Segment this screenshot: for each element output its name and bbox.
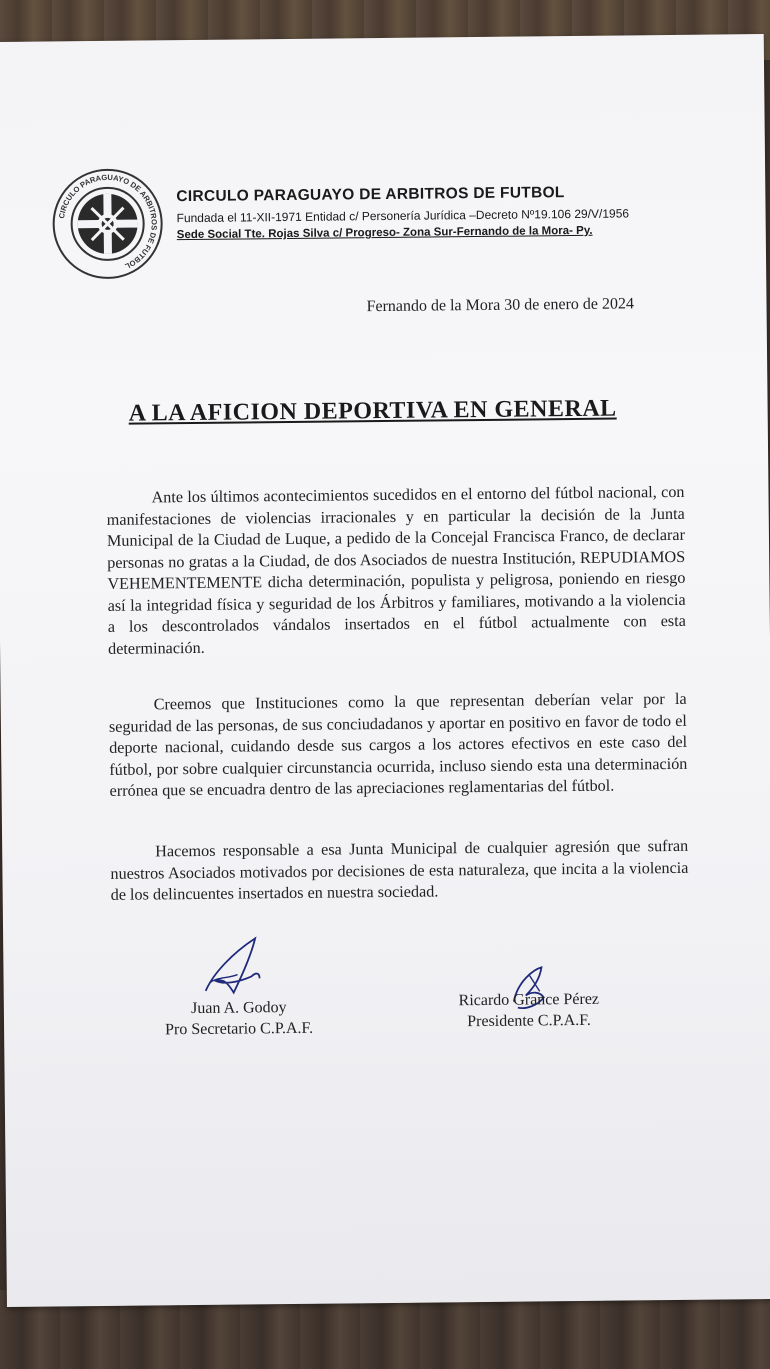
signer-title-left: Pro Secretario C.P.A.F. — [164, 1019, 314, 1039]
headquarters-address: Sede Social Tte. Rojas Silva c/ Progreso- Zona Sur-Fernando de la Mora- Py. — [176, 224, 593, 242]
paragraph-1: Ante los últimos acontecimientos sucedidos en el entorno del fútbol nacional, con manifestaciones de violencias irracionales y en particular la decisión de la Junta Municipal de la Ciudad de Luque, a pedido de la Concejal Francisca Franco, de declarar personas no gratas a la Ciudad, de dos Asociados de nuestra Institución, REPUDIAMOS VEHEMENTEMENTE dicha determinación, populista y peligrosa, poniendo en riesgo así la integridad física y seguridad de los Árbitros y familiares, motivando a la violencia a los descontrolados vándalos insertados en el fútbol actualmente con esta determinación. — [106, 482, 686, 658]
letter-page — [0, 34, 770, 1307]
organization-seal-logo — [51, 167, 164, 280]
signer-title-right: Presidente C.P.A.F. — [467, 1011, 591, 1031]
founding-info: Fundada el 11-XII-1971 Entidad c/ Personería Jurídica –Decreto Nº19.106 29/V/1956 — [176, 206, 630, 226]
paragraph-2: Creemos que Instituciones como la que representan deberían velar por la seguridad de las personas, de sus conciudadanos y aportar en positivo en favor de todo el deporte nacional, cuidando desde sus cargos a los actores efectivos en este caso del fútbol, por sobre cualquier circunstancia ocurrida, incluso siendo esta una determinación errónea que se encuadra dentro de las apreciaciones reglamentarias del fútbol. — [108, 689, 688, 800]
letterhead — [176, 182, 737, 241]
signature-block-left — [139, 997, 339, 1041]
signer-name-left: Juan A. Godoy — [190, 999, 287, 1018]
paragraph-3: Hacemos responsable a esa Junta Municipal de cualquier agresión que sufran nuestros Asociados motivados por decisiones de esta naturaleza, que incita a la violencia de los delincuentes insertados en nuestra sociedad. — [110, 836, 689, 904]
signer-name-right: Ricardo Grance Pérez — [458, 990, 600, 1010]
seal-text: CIRCULO PARAGUAYO DE ARBITROS DE FUTBOL — [56, 172, 159, 271]
signature-block-right — [444, 989, 614, 1033]
date-line: Fernando de la Mora 30 de enero de 2024 — [366, 295, 635, 316]
document-heading: A LA AFICION DEPORTIVA EN GENERAL — [128, 395, 617, 427]
organization-name: CIRCULO PARAGUAYO DE ARBITROS DE FUTBOL — [176, 184, 565, 206]
